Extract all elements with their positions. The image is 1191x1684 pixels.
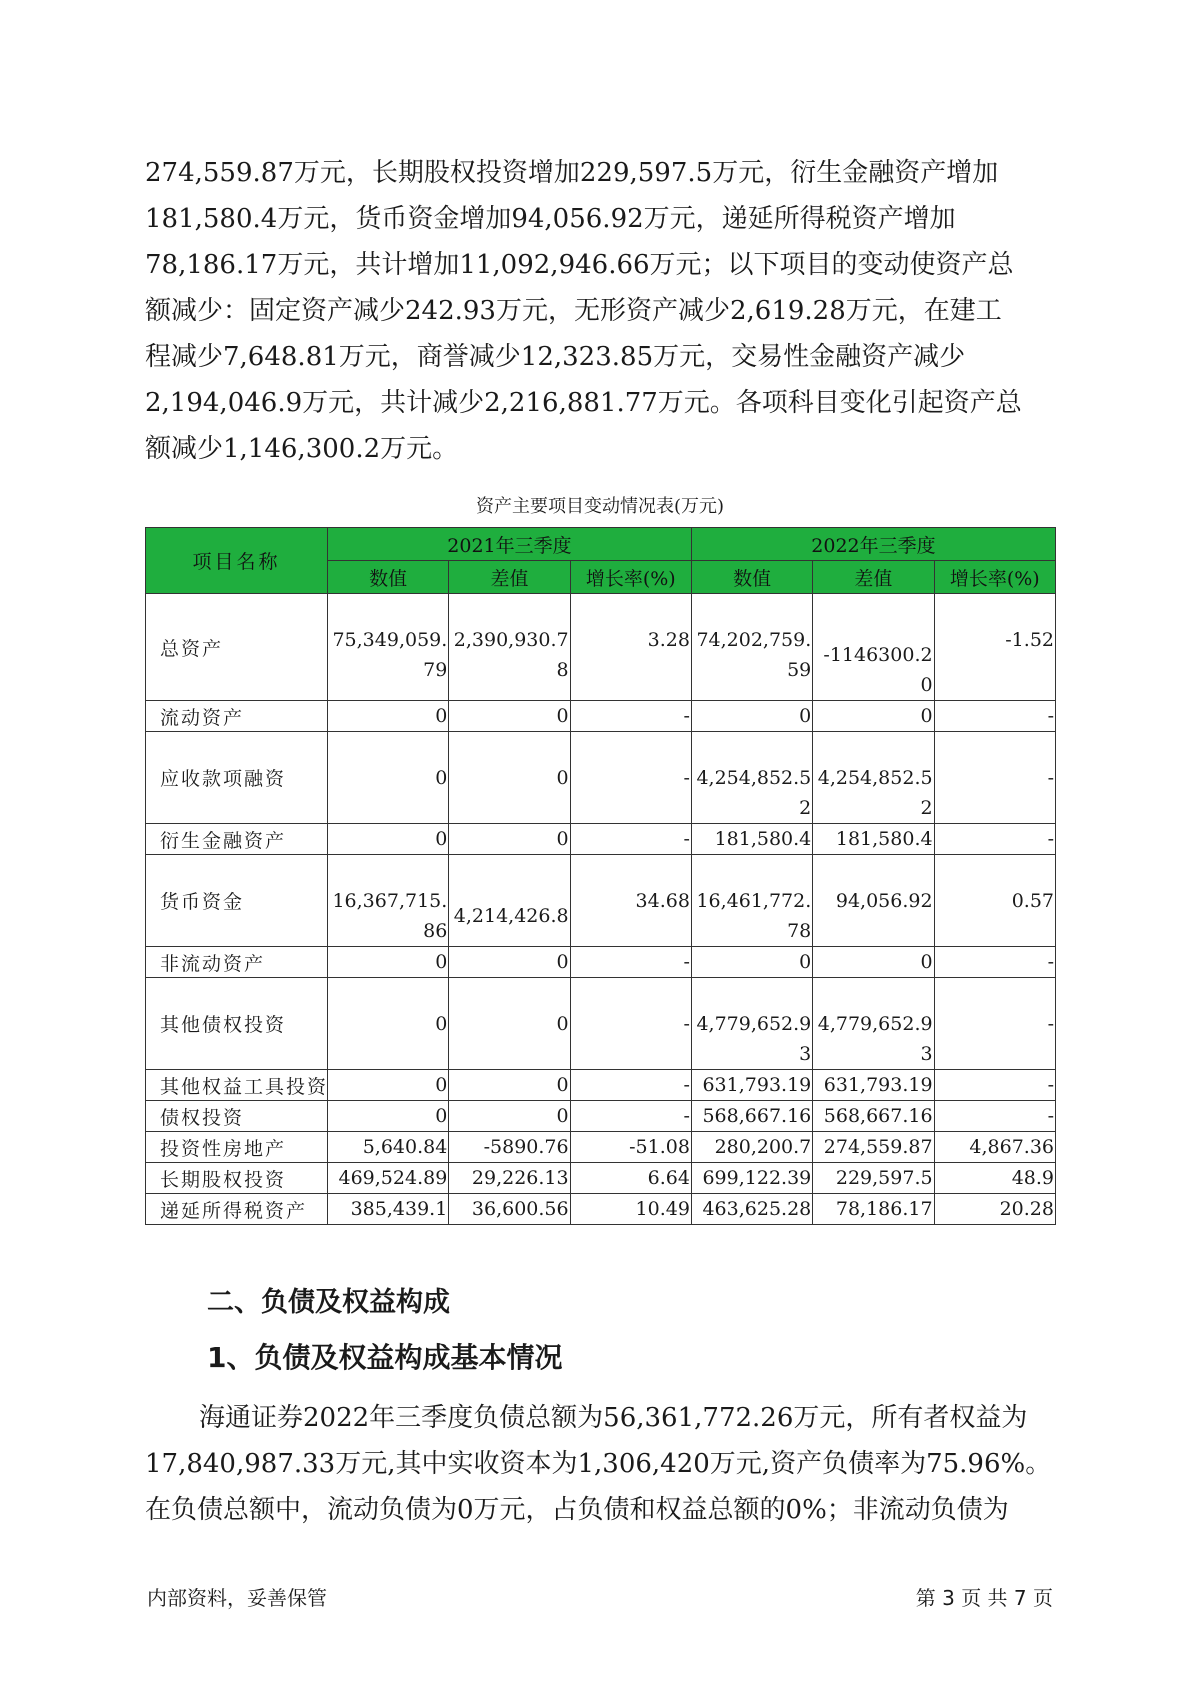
body-paragraph-liabilities — [145, 1395, 1055, 1533]
cell-value: 16,367,715.86 — [332, 890, 448, 942]
cell-value-2022 — [691, 1070, 812, 1101]
cell-diff-2021 — [449, 1070, 570, 1101]
paragraph-line: 海通证券2022年三季度负债总额为56,361,772.26万元，所有者权益为 — [199, 1403, 1028, 1433]
cell-value: 181,580.4 — [835, 828, 933, 850]
cell-growth-2021 — [570, 947, 691, 978]
cell-value: 0 — [435, 767, 448, 789]
cell-value: 631,793.19 — [823, 1074, 933, 1096]
cell-value: - — [683, 705, 690, 727]
cell-value: 229,597.5 — [835, 1167, 933, 1189]
table-row — [146, 1132, 1056, 1163]
cell-value: - — [1047, 1105, 1054, 1127]
cell-diff-2022 — [813, 978, 934, 1070]
header-item-name: 项目名称 — [146, 528, 328, 594]
cell-growth-2021 — [570, 855, 691, 947]
cell-diff-2021 — [449, 1194, 570, 1225]
cell-value: - — [683, 1074, 690, 1096]
cell-value-2021 — [327, 824, 448, 855]
row-item-name: 应收款项融资 — [146, 732, 328, 824]
cell-value: 274,559.87 — [823, 1136, 933, 1158]
cell-value-2021 — [327, 1194, 448, 1225]
cell-value-2021 — [327, 1070, 448, 1101]
cell-growth-2022 — [934, 594, 1055, 701]
cell-value: 78,186.17 — [835, 1198, 933, 1220]
cell-growth-2021 — [570, 1101, 691, 1132]
cell-value-2022 — [691, 1101, 812, 1132]
paragraph-line: 额减少1,146,300.2万元。 — [145, 434, 459, 464]
cell-value: - — [1047, 951, 1054, 973]
row-item-name: 总资产 — [146, 594, 328, 701]
cell-growth-2022 — [934, 1070, 1055, 1101]
cell-growth-2022 — [934, 701, 1055, 732]
cell-diff-2022 — [813, 947, 934, 978]
row-item-name: 债权投资 — [146, 1101, 328, 1132]
paragraph-line: 程减少7,648.81万元，商誉减少12,323.85万元，交易性金融资产减少 — [145, 342, 966, 372]
cell-growth-2022 — [934, 1101, 1055, 1132]
cell-value: 0 — [799, 951, 812, 973]
table-row — [146, 947, 1056, 978]
cell-value: 0 — [556, 951, 569, 973]
cell-value-2021 — [327, 978, 448, 1070]
cell-value-2021 — [327, 594, 448, 701]
cell-value-2021 — [327, 701, 448, 732]
cell-diff-2022 — [813, 1132, 934, 1163]
cell-value: 10.49 — [635, 1198, 690, 1220]
table-row — [146, 594, 1056, 701]
row-item-name: 递延所得税资产 — [146, 1194, 328, 1225]
cell-diff-2021 — [449, 1101, 570, 1132]
cell-growth-2022 — [934, 732, 1055, 824]
cell-value: 6.64 — [647, 1167, 690, 1189]
cell-value: 4,867.36 — [969, 1136, 1054, 1158]
cell-value: 36,600.56 — [471, 1198, 569, 1220]
cell-value: 75,349,059.79 — [332, 629, 448, 681]
cell-diff-2021 — [449, 732, 570, 824]
paragraph-line: 2,194,046.9万元，共计减少2,216,881.77万元。各项科目变化引起资产总 — [145, 388, 1022, 418]
cell-value: 0 — [435, 951, 448, 973]
cell-value-2021 — [327, 947, 448, 978]
cell-value: 4,779,652.93 — [696, 1013, 812, 1065]
cell-growth-2022 — [934, 855, 1055, 947]
cell-value-2022 — [691, 1132, 812, 1163]
cell-value: 4,254,852.52 — [817, 767, 933, 819]
cell-growth-2022 — [934, 947, 1055, 978]
cell-value: 34.68 — [635, 890, 690, 912]
cell-value: 0 — [435, 705, 448, 727]
cell-value: 568,667.16 — [823, 1105, 933, 1127]
table-row — [146, 855, 1056, 947]
sub-heading: 1、负债及权益构成基本情况 — [207, 1341, 563, 1374]
row-item-name: 流动资产 — [146, 701, 328, 732]
cell-value: 4,214,426.8 — [453, 905, 569, 927]
header-period-2021: 2021年三季度 — [327, 528, 691, 561]
cell-value: 74,202,759.59 — [696, 629, 812, 681]
cell-value: 48.9 — [1011, 1167, 1054, 1189]
cell-growth-2022 — [934, 1163, 1055, 1194]
cell-diff-2021 — [449, 978, 570, 1070]
cell-value: 16,461,772.78 — [696, 890, 812, 942]
row-item-name: 非流动资产 — [146, 947, 328, 978]
cell-value-2022 — [691, 732, 812, 824]
cell-value: 0 — [435, 1074, 448, 1096]
table-row — [146, 978, 1056, 1070]
cell-value: 0 — [556, 705, 569, 727]
cell-value: - — [1047, 1074, 1054, 1096]
cell-value: - — [1047, 828, 1054, 850]
cell-value: 0 — [556, 828, 569, 850]
cell-value-2022 — [691, 824, 812, 855]
cell-value: 699,122.39 — [702, 1167, 812, 1189]
cell-diff-2022 — [813, 1101, 934, 1132]
paragraph-line: 在负债总额中，流动负债为0万元，占负债和权益总额的0%；非流动负债为 — [145, 1495, 1009, 1525]
cell-diff-2022 — [813, 855, 934, 947]
cell-growth-2021 — [570, 978, 691, 1070]
row-item-name: 衍生金融资产 — [146, 824, 328, 855]
cell-value: 631,793.19 — [702, 1074, 812, 1096]
table-header-row-periods — [146, 528, 1056, 561]
cell-growth-2022 — [934, 978, 1055, 1070]
cell-diff-2021 — [449, 1163, 570, 1194]
header-growth-2022: 增长率(%) — [934, 561, 1055, 594]
cell-value: 0 — [920, 951, 933, 973]
header-period-2022: 2022年三季度 — [691, 528, 1055, 561]
footer-confidential-note: 内部资料，妥善保管 — [147, 1586, 327, 1610]
cell-value: - — [683, 1105, 690, 1127]
cell-diff-2021 — [449, 947, 570, 978]
cell-value: 2,390,930.78 — [453, 629, 569, 681]
cell-value: 0 — [556, 1074, 569, 1096]
cell-diff-2021 — [449, 1132, 570, 1163]
cell-value: 0 — [920, 705, 933, 727]
section-heading: 二、负债及权益构成 — [207, 1287, 450, 1318]
cell-value: -1146300.20 — [823, 644, 933, 696]
cell-value: 0 — [556, 1013, 569, 1035]
body-paragraph-assets-change — [145, 150, 1055, 472]
table-row — [146, 1194, 1056, 1225]
cell-growth-2021 — [570, 1163, 691, 1194]
cell-growth-2022 — [934, 824, 1055, 855]
cell-value: - — [1047, 705, 1054, 727]
cell-value-2021 — [327, 855, 448, 947]
header-value-2021: 数值 — [327, 561, 448, 594]
cell-value-2022 — [691, 978, 812, 1070]
header-diff-2021: 差值 — [449, 561, 570, 594]
cell-growth-2021 — [570, 732, 691, 824]
cell-value: 29,226.13 — [471, 1167, 569, 1189]
cell-value: - — [1047, 767, 1054, 789]
cell-value: - — [683, 951, 690, 973]
asset-change-table — [145, 527, 1056, 1225]
cell-diff-2021 — [449, 701, 570, 732]
cell-value-2021 — [327, 732, 448, 824]
table-title: 资产主要项目变动情况表(万元) — [475, 496, 725, 517]
cell-value-2021 — [327, 1101, 448, 1132]
cell-growth-2022 — [934, 1132, 1055, 1163]
cell-value: - — [1047, 1013, 1054, 1035]
table-row — [146, 701, 1056, 732]
table-body — [146, 594, 1056, 1225]
cell-value: -1.52 — [1005, 629, 1054, 651]
table-row — [146, 1163, 1056, 1194]
cell-value: - — [683, 767, 690, 789]
cell-value: -5890.76 — [483, 1136, 569, 1158]
table-row — [146, 1070, 1056, 1101]
cell-value: - — [683, 828, 690, 850]
cell-value: 280,200.7 — [714, 1136, 812, 1158]
cell-growth-2021 — [570, 1070, 691, 1101]
cell-growth-2021 — [570, 701, 691, 732]
cell-diff-2021 — [449, 594, 570, 701]
cell-diff-2022 — [813, 1070, 934, 1101]
cell-value-2021 — [327, 1132, 448, 1163]
cell-value: 94,056.92 — [835, 890, 933, 912]
cell-value: 469,524.89 — [338, 1167, 448, 1189]
cell-diff-2022 — [813, 1194, 934, 1225]
row-item-name: 其他权益工具投资 — [146, 1070, 328, 1101]
cell-value: 463,625.28 — [702, 1198, 812, 1220]
row-item-name: 长期股权投资 — [146, 1163, 328, 1194]
header-growth-2021: 增长率(%) — [570, 561, 691, 594]
row-item-name: 投资性房地产 — [146, 1132, 328, 1163]
cell-diff-2021 — [449, 855, 570, 947]
paragraph-line: 额减少：固定资产减少242.93万元，无形资产减少2,619.28万元，在建工 — [145, 296, 1002, 326]
table-row — [146, 732, 1056, 824]
cell-value-2022 — [691, 855, 812, 947]
cell-value: 5,640.84 — [362, 1136, 448, 1158]
cell-value-2022 — [691, 594, 812, 701]
cell-value: 0 — [435, 1105, 448, 1127]
cell-diff-2022 — [813, 594, 934, 701]
table-row — [146, 824, 1056, 855]
cell-value: 0 — [556, 1105, 569, 1127]
cell-value: 181,580.4 — [714, 828, 812, 850]
cell-value: 4,254,852.52 — [696, 767, 812, 819]
cell-value: 568,667.16 — [702, 1105, 812, 1127]
header-diff-2022: 差值 — [813, 561, 934, 594]
cell-value-2022 — [691, 1194, 812, 1225]
footer-page-number: 第 3 页 共 7 页 — [915, 1586, 1053, 1610]
cell-value: 0 — [556, 767, 569, 789]
cell-growth-2021 — [570, 1194, 691, 1225]
cell-value: - — [683, 1013, 690, 1035]
cell-value: 20.28 — [999, 1198, 1054, 1220]
cell-value: 385,439.1 — [350, 1198, 448, 1220]
paragraph-line: 181,580.4万元，货币资金增加94,056.92万元，递延所得税资产增加 — [145, 204, 956, 234]
header-value-2022: 数值 — [691, 561, 812, 594]
cell-value: -51.08 — [629, 1136, 690, 1158]
cell-value: 0 — [435, 1013, 448, 1035]
cell-diff-2022 — [813, 732, 934, 824]
cell-value-2022 — [691, 947, 812, 978]
cell-value: 0.57 — [1011, 890, 1054, 912]
paragraph-line: 17,840,987.33万元,其中实收资本为1,306,420万元,资产负债率为75.96%。 — [145, 1449, 1052, 1479]
cell-diff-2022 — [813, 1163, 934, 1194]
cell-value: 4,779,652.93 — [817, 1013, 933, 1065]
cell-diff-2022 — [813, 824, 934, 855]
paragraph-line: 78,186.17万元，共计增加11,092,946.66万元；以下项目的变动使资产总 — [145, 250, 1014, 280]
cell-diff-2021 — [449, 824, 570, 855]
cell-growth-2021 — [570, 824, 691, 855]
paragraph-line: 274,559.87万元，长期股权投资增加229,597.5万元，衍生金融资产增加 — [145, 158, 999, 188]
cell-value-2021 — [327, 1163, 448, 1194]
cell-value: 3.28 — [647, 629, 690, 651]
cell-growth-2021 — [570, 594, 691, 701]
cell-growth-2021 — [570, 1132, 691, 1163]
row-item-name: 货币资金 — [146, 855, 328, 947]
cell-diff-2022 — [813, 701, 934, 732]
cell-value: 0 — [435, 828, 448, 850]
cell-value-2022 — [691, 701, 812, 732]
cell-growth-2022 — [934, 1194, 1055, 1225]
table-row — [146, 1101, 1056, 1132]
cell-value: 0 — [799, 705, 812, 727]
row-item-name: 其他债权投资 — [146, 978, 328, 1070]
cell-value-2022 — [691, 1163, 812, 1194]
